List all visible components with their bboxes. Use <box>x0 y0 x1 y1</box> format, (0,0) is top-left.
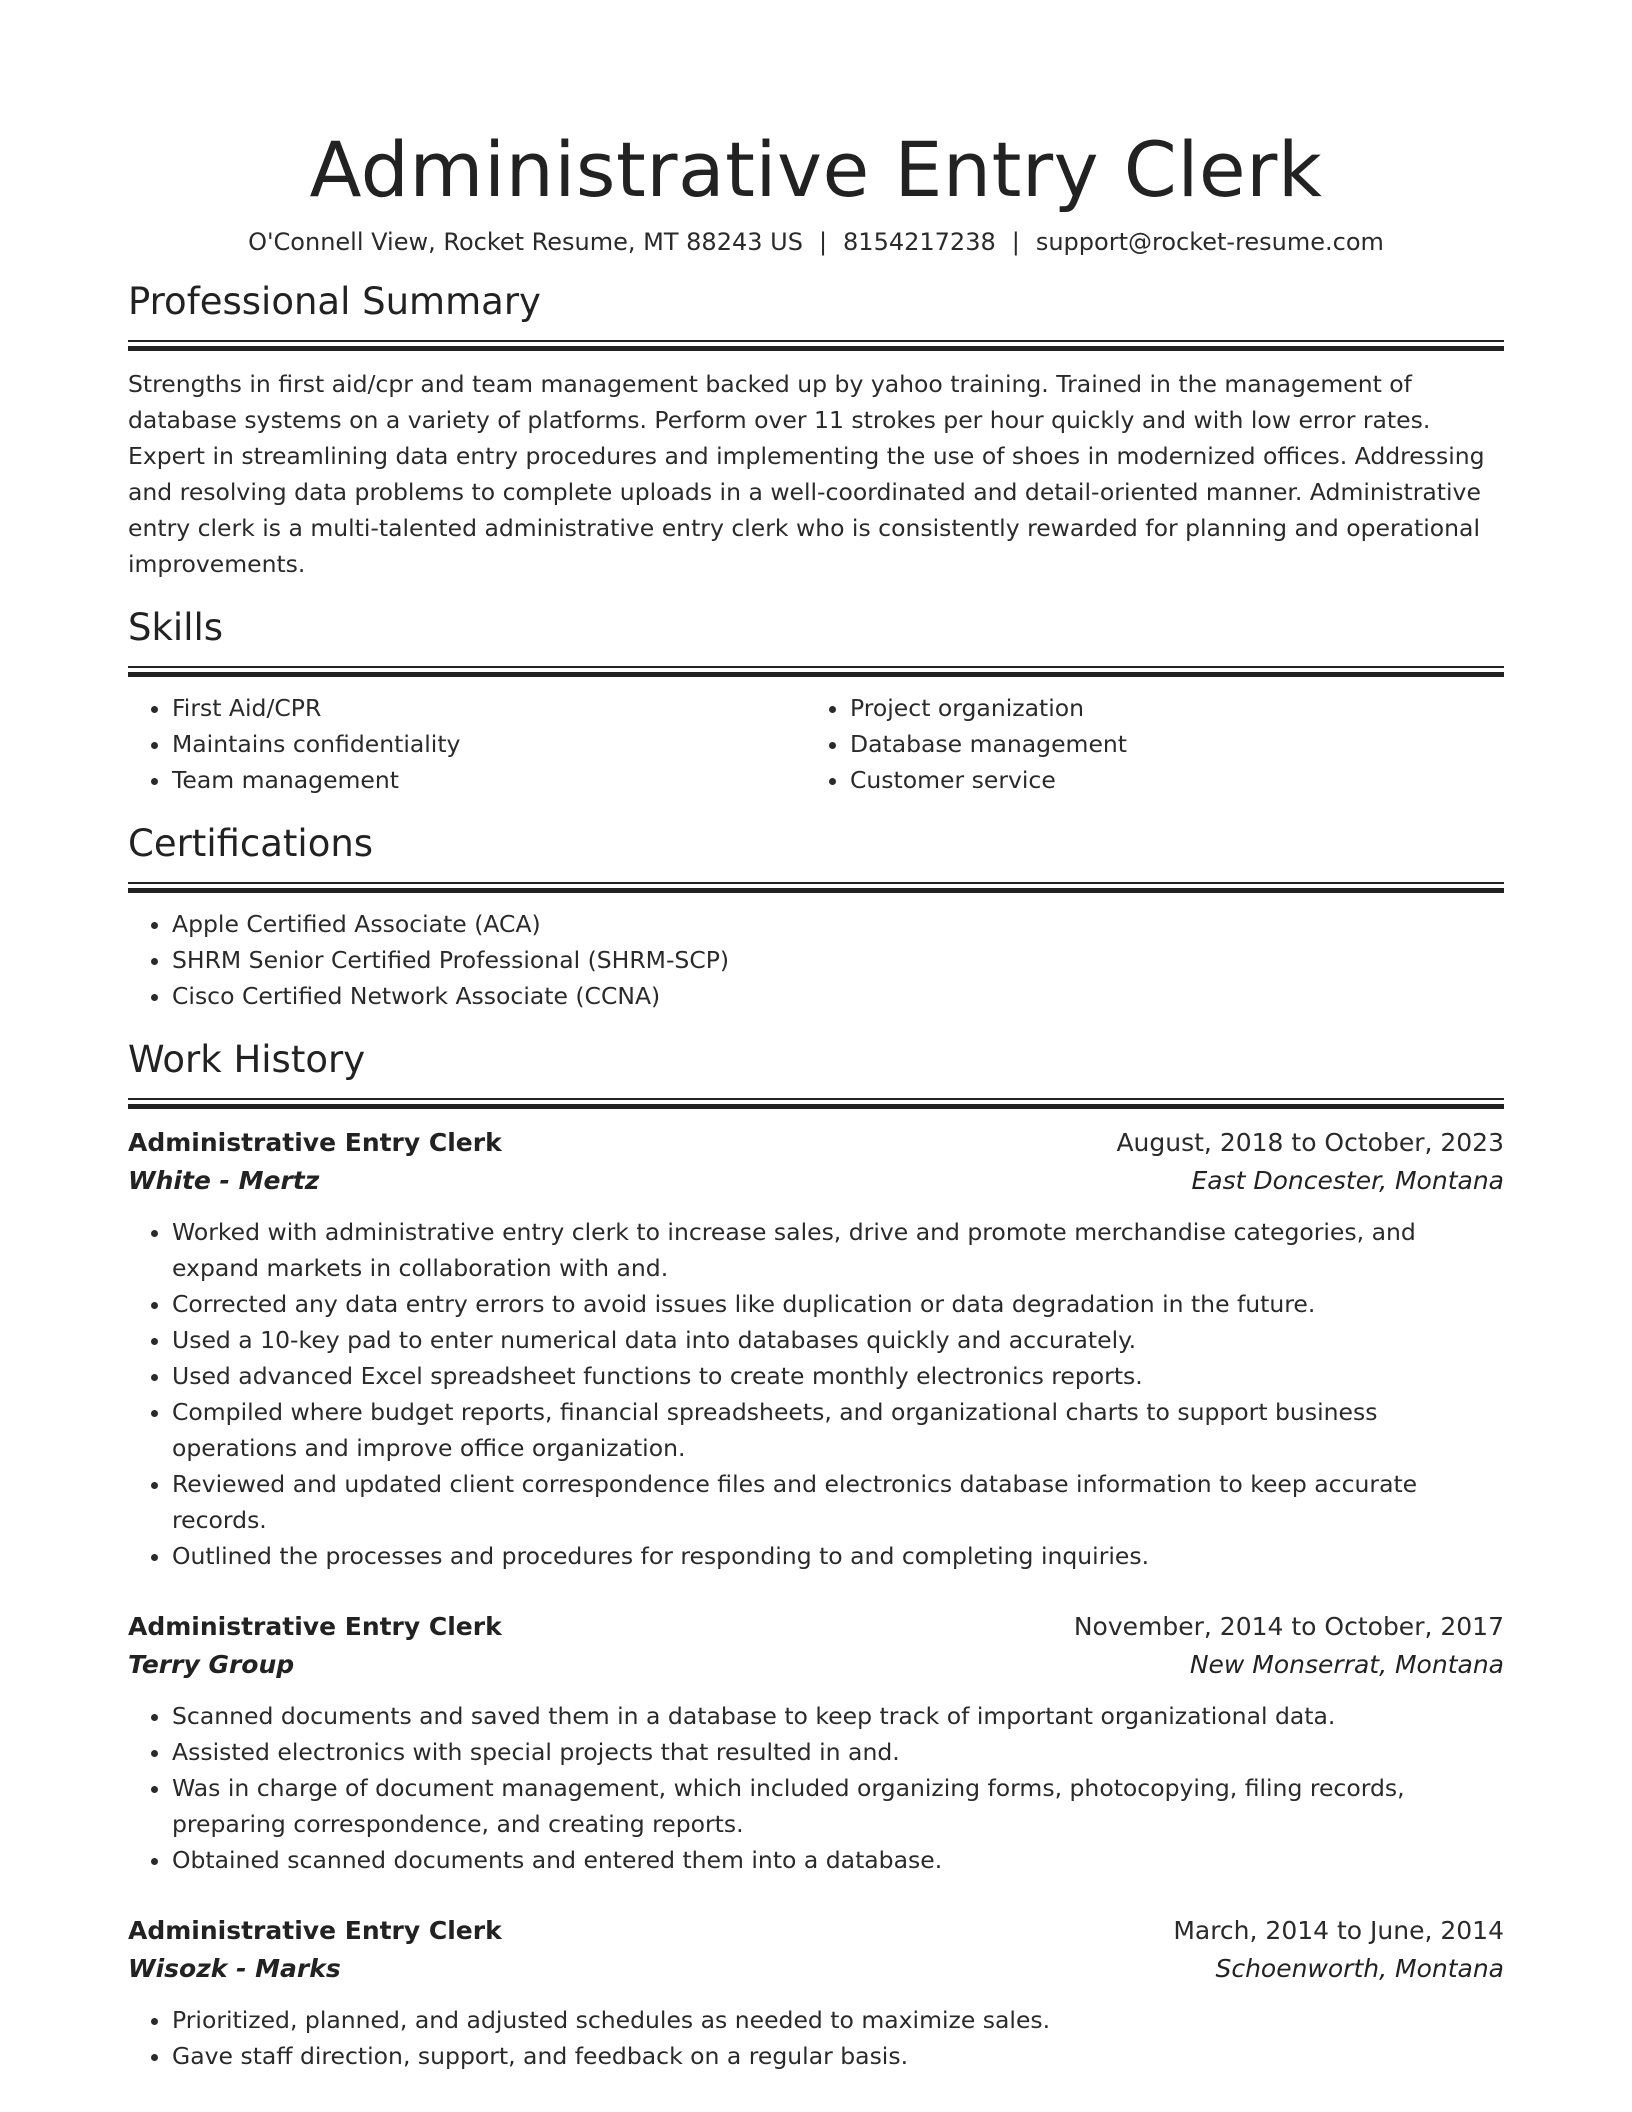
job-location: Schoenworth, Montana <box>1215 1954 1504 1983</box>
job-header <box>128 1608 1504 1646</box>
certifications-list <box>128 906 1504 1014</box>
job-bullet: • Reviewed and updated client correspondence files and electronics database information to keep accurate records. <box>172 1466 1504 1538</box>
resume-page <box>128 0 1504 2074</box>
job-subheader <box>128 1646 1504 1684</box>
contact-separator: | <box>1011 228 1020 256</box>
job-bullet: • Compiled where budget reports, financial spreadsheets, and organizational charts to support business operations and improve office organization. <box>172 1394 1504 1466</box>
job-company: White - Mertz <box>128 1166 320 1195</box>
job-dates: November, 2014 to October, 2017 <box>1073 1612 1504 1641</box>
certifications-section <box>128 820 1504 1014</box>
resume-name: Administrative Entry Clerk <box>309 125 1323 214</box>
section-divider <box>128 882 1504 892</box>
section-divider <box>128 340 1504 350</box>
section-title-summary: Professional Summary <box>128 280 541 323</box>
section-title-work-history: Work History <box>128 1038 366 1081</box>
job-bullet: • Corrected any data entry errors to avoid issues like duplication or data degradation in the future. <box>172 1286 1504 1322</box>
job-entry <box>128 1124 1504 1574</box>
skill-item: • Team management <box>172 762 806 798</box>
job-title: Administrative Entry Clerk <box>128 1916 502 1945</box>
section-divider <box>128 1098 1504 1108</box>
skills-section <box>128 604 1504 798</box>
job-bullet: • Scanned documents and saved them in a database to keep track of important organizational data. <box>172 1698 1504 1734</box>
job-location: New Monserrat, Montana <box>1189 1650 1504 1679</box>
job-bullet: • Used advanced Excel spreadsheet functions to create monthly electronics reports. <box>172 1358 1504 1394</box>
job-bullets <box>128 1698 1504 1878</box>
skill-item: • Project organization <box>850 690 1484 726</box>
job-entry <box>128 1912 1504 2074</box>
job-company: Wisozk - Marks <box>128 1954 341 1983</box>
job-dates: March, 2014 to June, 2014 <box>1173 1916 1504 1945</box>
summary-section <box>128 278 1504 582</box>
contact-separator: | <box>818 228 828 256</box>
job-dates: August, 2018 to October, 2023 <box>1116 1128 1504 1157</box>
job-bullets <box>128 1214 1504 1574</box>
job-subheader <box>128 1950 1504 1988</box>
job-title: Administrative Entry Clerk <box>128 1612 502 1641</box>
skill-item: • Maintains confidentiality <box>172 726 806 762</box>
job-header <box>128 1912 1504 1950</box>
contact-email: support@rocket-resume.com <box>1035 228 1384 256</box>
job-bullets <box>128 2002 1504 2074</box>
section-title-certifications: Certifications <box>128 822 374 865</box>
job-title: Administrative Entry Clerk <box>128 1128 502 1157</box>
work-history-section <box>128 1036 1504 2074</box>
contact-address: O'Connell View, Rocket Resume, MT 88243 US <box>248 228 803 256</box>
skills-list-left <box>128 690 806 798</box>
job-bullet: • Was in charge of document management, which included organizing forms, photocopying, filing records, preparing correspondence, and creating reports. <box>172 1770 1504 1842</box>
certification-item: • SHRM Senior Certified Professional (SHRM-SCP) <box>172 942 1504 978</box>
job-bullet: • Used a 10-key pad to enter numerical data into databases quickly and accurately. <box>172 1322 1504 1358</box>
skills-grid <box>128 690 1504 798</box>
skill-item: • Customer service <box>850 762 1484 798</box>
skill-item: • Database management <box>850 726 1484 762</box>
skill-item: • First Aid/CPR <box>172 690 806 726</box>
skills-column-right <box>806 690 1484 798</box>
job-bullet: • Prioritized, planned, and adjusted schedules as needed to maximize sales. <box>172 2002 1504 2038</box>
summary-text: Strengths in first aid/cpr and team management backed up by yahoo training. Trained in the management of database systems on a variety of platforms. Perform over 11 strokes per hour quickly and with low error rates. Expert in streamlining data entry procedures and implementing the use of shoes in modernized offices. Addressing and resolving data problems to complete uploads in a well-coordinated and detail-oriented manner. Administrative entry clerk is a multi-talented administrative entry clerk who is consistently rewarded for planning and operational improvements. <box>128 370 1485 578</box>
job-bullet: • Obtained scanned documents and entered them into a database. <box>172 1842 1504 1878</box>
contact-line <box>128 226 1504 258</box>
section-divider <box>128 666 1504 676</box>
job-subheader <box>128 1162 1504 1200</box>
job-bullet: • Assisted electronics with special projects that resulted in and. <box>172 1734 1504 1770</box>
section-title-skills: Skills <box>128 606 224 649</box>
job-location: East Doncester, Montana <box>1191 1166 1504 1195</box>
skills-list-right <box>806 690 1484 798</box>
certification-item: • Cisco Certified Network Associate (CCNA) <box>172 978 1504 1014</box>
contact-phone: 8154217238 <box>843 228 996 256</box>
job-bullet: • Gave staff direction, support, and feedback on a regular basis. <box>172 2038 1504 2074</box>
certification-item: • Apple Certified Associate (ACA) <box>172 906 1504 942</box>
job-bullet: • Outlined the processes and procedures for responding to and completing inquiries. <box>172 1538 1504 1574</box>
job-bullet: • Worked with administrative entry clerk to increase sales, drive and promote merchandise categories, and expand markets in collaboration with and. <box>172 1214 1504 1286</box>
job-header <box>128 1124 1504 1162</box>
job-entry <box>128 1608 1504 1878</box>
job-company: Terry Group <box>128 1650 295 1679</box>
skills-column-left <box>128 690 806 798</box>
